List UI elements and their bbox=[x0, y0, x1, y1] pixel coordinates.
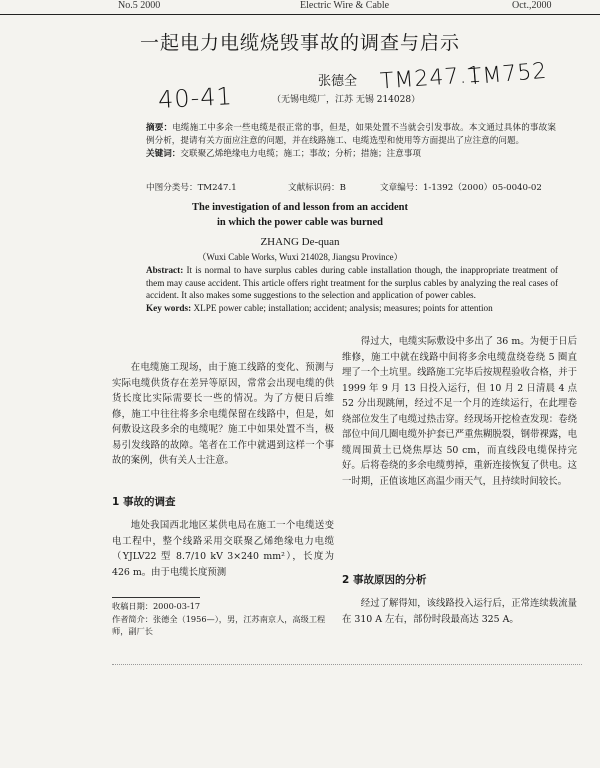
author-bio: 作者简介：张德全（1956—），男，江苏南京人，高级工程师，副厂长 bbox=[112, 613, 326, 636]
received-date: 收稿日期：2000-03-17 bbox=[112, 601, 201, 611]
issue-number: No.5 2000 bbox=[118, 0, 161, 11]
keywords-text: 交联聚乙烯绝缘电力电缆；施工；事故；分析；措施；注意事项 bbox=[180, 149, 422, 159]
english-author: ZHANG De-quan bbox=[260, 236, 340, 248]
clc-number: 中图分类号：TM247.1 bbox=[146, 183, 237, 193]
keywords-label: 关键词： bbox=[146, 149, 181, 159]
section-1-paragraph: 地处我国西北地区某供电局在施工一个电缆送变电工程中，整个线路采用交联聚乙烯绝缘电力电缆（YJLV22 型 8.7/10 kV 3×240 mm²），长度为 426 m。由于电缆长度预测 bbox=[112, 520, 334, 578]
footnote-divider bbox=[112, 597, 200, 598]
abstract-text: 电缆施工中多余一些电缆是很正常的事，但是，如果处置不当就会引发事故。本文通过具体的事故案例分析，提请有关方面应注意的问题，并在线路施工、电缆选型和使用等方面提出了应注意的问题。 bbox=[146, 123, 556, 146]
footnote bbox=[112, 600, 334, 638]
handwritten-page-note: 40-41 bbox=[157, 82, 234, 114]
section-2-heading: 2 事故原因的分析 bbox=[342, 574, 427, 586]
english-abstract-label: Abstract: bbox=[146, 265, 184, 275]
section-1-heading: 1 事故的调查 bbox=[112, 496, 176, 508]
english-abstract bbox=[146, 264, 558, 314]
abstract-label: 摘要： bbox=[146, 123, 173, 133]
document-code: 文献标识码：B bbox=[288, 183, 346, 193]
english-keywords-text: XLPE power cable; installation; accident; analysis; measures; points for attention bbox=[193, 302, 493, 313]
handwritten-class-code: TM247.1 bbox=[379, 62, 484, 95]
section-1-continued: 得过大，电缆实际敷设中多出了 36 m。为便于日后维修，施工中就在线路中间将多余电缆盘绕卷绕 5 圈直埋了一个土坑里。线路施工完毕后按规程验收合格，并于 1999 年 9 月 13 日投入运行，但 10 月 2 日清晨 4 点 52 分出现跳闸，经过不足一个月的连续运行，在此埋卷绕部位发生了电缆过热击穿。经现场开挖检查发现：卷绕部位中间几圈电缆外护套已严重焦糊脱裂，钢带裸露，电缆周围黄土已烧焦厚达 50 cm，而直线段电缆保持完好。后将卷绕的多余电缆剪掉，重新连接恢复了供电。这一时期，正值该地区高温少雨天气，且持续时间较长。 bbox=[342, 336, 577, 487]
intro-paragraph: 在电缆施工现场，由于施工线路的变化、预测与实际电缆供货存在差异等原因，常常会出现电缆的供货长度比实际需要长一些的情况。为了方便日后维修，施工中往往将多余电缆保留在线路中，但是，如何敷设这段多余的电缆呢？施工中如果处置不当，极易引发线路的故障。笔者在工作中就遇到这样一个事故的案例，供有关人士注意。 bbox=[112, 362, 334, 466]
running-header bbox=[0, 0, 600, 15]
section-2-paragraph: 经过了解得知，该线路投入运行后，正常连续载流量在 310 A 左右，部份时段最高达 325 A。 bbox=[342, 598, 577, 625]
author-affiliation: （无锡电缆厂，江苏 无锡 214028） bbox=[272, 95, 421, 105]
article-title: 一起电力电缆烧毁事故的调查与启示 bbox=[139, 32, 460, 54]
journal-name: Electric Wire & Cable bbox=[300, 0, 390, 11]
english-title-line-1: The investigation of and lesson from an accident bbox=[192, 202, 408, 213]
english-title-line-2: in which the power cable was burned bbox=[216, 217, 384, 228]
handwritten-class-code-2: TM752 bbox=[467, 58, 549, 91]
english-keywords-label: Key words: bbox=[146, 302, 192, 313]
english-affiliation: （Wuxi Cable Works, Wuxi 214028, Jiangsu Province） bbox=[197, 252, 403, 262]
author-name: 张德全 bbox=[318, 74, 358, 89]
article-number: 文章编号：1-1392（2000）05-0040-02 bbox=[380, 183, 542, 193]
chinese-abstract bbox=[146, 122, 556, 161]
page-bottom-divider bbox=[112, 664, 582, 665]
english-abstract-text: It is normal to have surplus cables during cable installation though, the inappropriate treatment of them may cause accident. This article offers right treatment for the surplus cables by analyzing the real cases of accident. It also makes some suggestions to the selection and application of power cables. bbox=[146, 265, 558, 301]
issue-date: Oct.,2000 bbox=[512, 0, 552, 11]
